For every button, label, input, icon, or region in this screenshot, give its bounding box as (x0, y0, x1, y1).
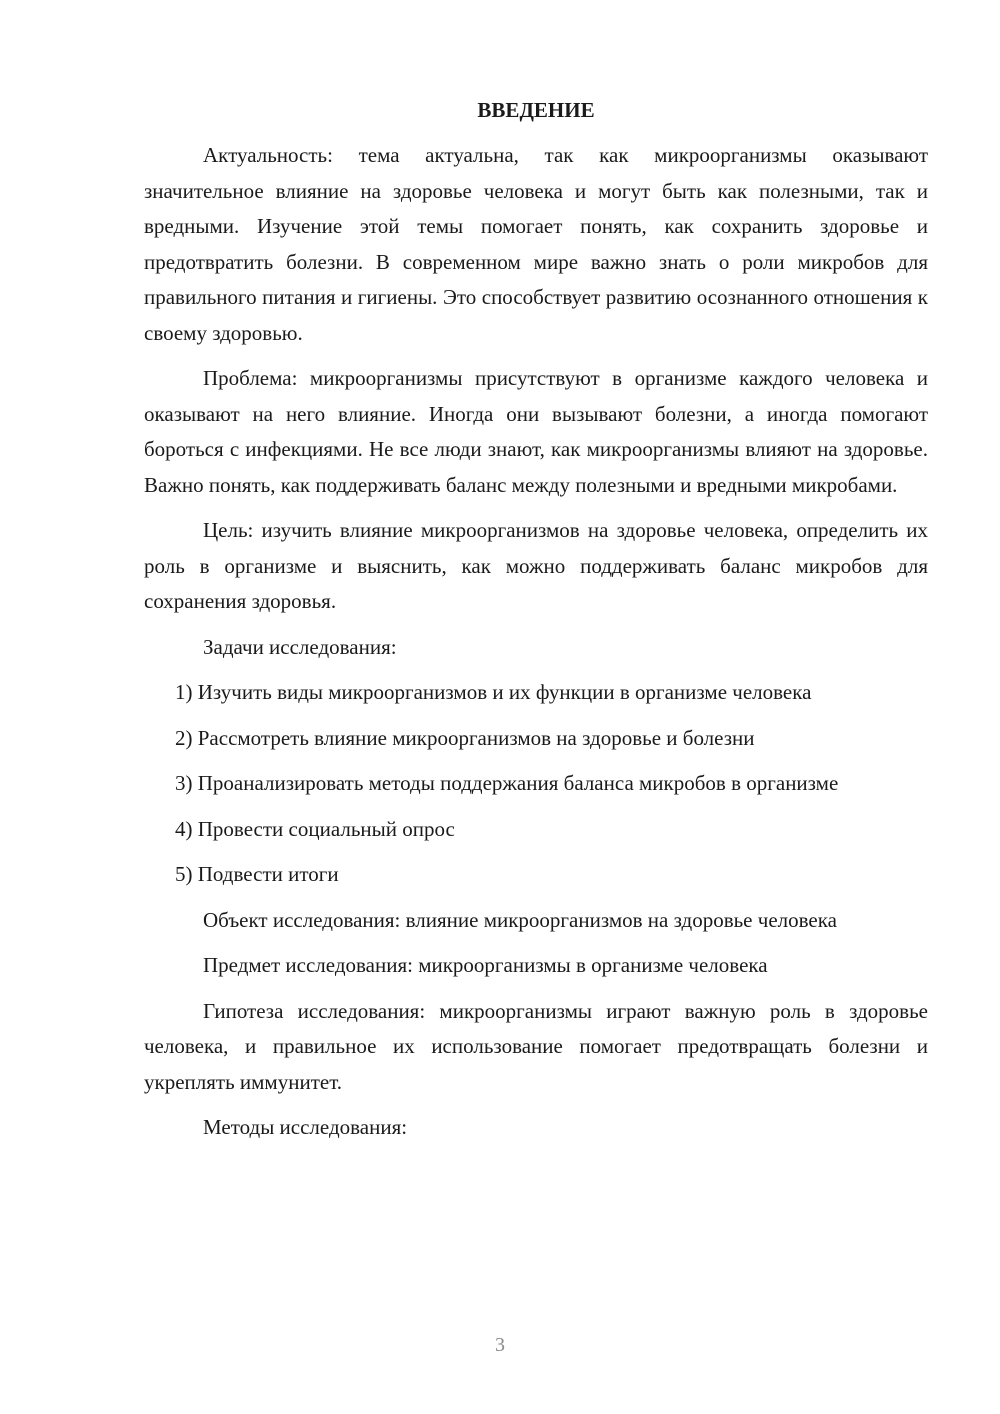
object-paragraph: Объект исследования: влияние микроорганизмов на здоровье человека (203, 907, 837, 932)
task-item: 5) Подвести итоги (175, 862, 339, 886)
task-item: 4) Провести социальный опрос (175, 816, 455, 841)
task-item: 3) Проанализировать методы поддержания баланса микробов в организме (175, 771, 839, 795)
problem-paragraph: Проблема: микроорганизмы присутствуют в организме каждого человека и оказывают на него влияние. Иногда они вызывают болезни, а иногда помогают бороться с инфекциями. Не все люди знают, как микроорганизмы влияют на здоровье. Важно понять, как поддерживать баланс между полезными и вредными микробами. (144, 366, 928, 497)
goal-paragraph: Цель: изучить влияние микроорганизмов на здоровье человека, определить их роль в организме и выяснить, как можно поддерживать баланс микробов для сохранения здоровья. (144, 518, 928, 613)
tasks-list (144, 675, 928, 893)
tasks-title: Задачи исследования: (203, 634, 397, 659)
task-item: 1) Изучить виды микроорганизмов и их функции в организме человека (175, 680, 812, 704)
methods-title: Методы исследования: (203, 1115, 408, 1139)
task-item: 2) Рассмотреть влияние микроорганизмов на здоровье и болезни (175, 725, 755, 750)
page-number: 3 (495, 1334, 505, 1356)
subject-paragraph: Предмет исследования: микроорганизмы в организме человека (203, 953, 768, 977)
section-heading: ВВЕДЕНИЕ (477, 98, 595, 122)
document-page (144, 96, 928, 1156)
hypothesis-paragraph: Гипотеза исследования: микроорганизмы играют важную роль в здоровье человека, и правильное их использование помогает предотвращать болезни и укреплять иммунитет. (144, 998, 928, 1094)
relevance-paragraph: Актуальность: тема актуальна, так как микроорганизмы оказывают значительное влияние на здоровье человека и могут быть как полезными, так и вредными. Изучение этой темы помогает понять, как сохранить здоровье и предотвратить болезни. В современном мире важно знать о роли микробов для правильного питания и гигиены. Это способствует развитию осознанного отношения к своему здоровью. (144, 143, 928, 345)
